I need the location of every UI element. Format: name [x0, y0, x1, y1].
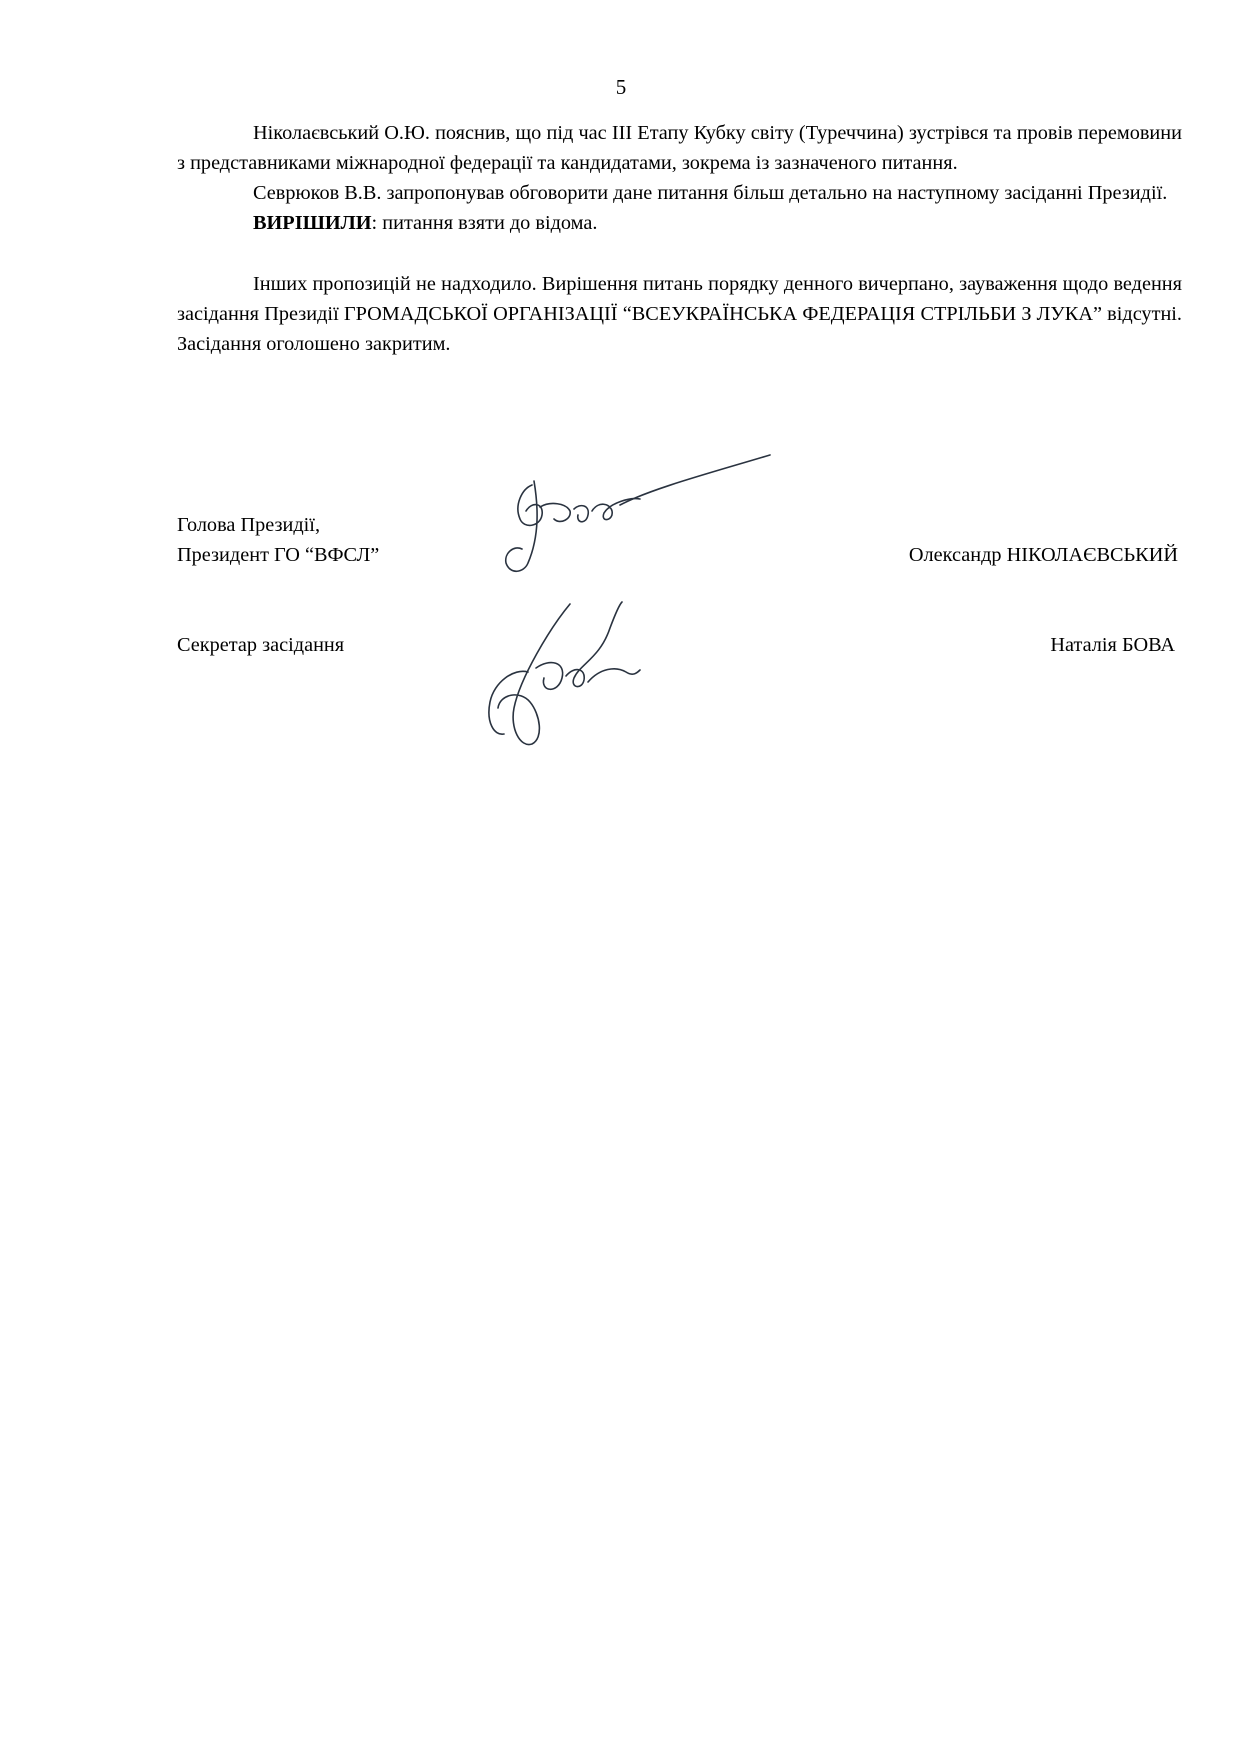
paragraph-proposal: Севрюков В.В. запропонував обговорити дане питання більш детально на наступному засіданні Президії. — [253, 182, 1168, 204]
page-number: 5 — [615, 75, 627, 99]
chair-role-line1: Голова Президії, — [177, 514, 321, 536]
paragraph-explanation: Ніколаєвський О.Ю. пояснив, що під час III Етапу Кубку світу (Туреччина) зустрівся та провів перемовини з представниками міжнародної федерації та кандидатами, зокрема із зазначеного питання. — [177, 122, 1182, 174]
chair-name: Олександр НІКОЛАЄВСЬКИЙ — [908, 544, 1178, 566]
paragraph-closing: Інших пропозицій не надходило. Вирішення питань порядку денного вичерпано, зауваження щодо ведення засідання Президії ГРОМАДСЬКОЇ ОРГАНІЗАЦІЇ “ВСЕУКРАЇНСЬКА ФЕДЕРАЦІЯ СТРІЛЬБИ З ЛУКА” відсутні. Засідання оголошено закритим. — [177, 273, 1182, 355]
chair-role — [177, 510, 379, 570]
chair-signature-image — [470, 445, 780, 585]
paragraph-decision — [177, 208, 1182, 238]
secretary-signature-image — [470, 598, 650, 753]
decision-text: : питання взяти до відома. — [371, 212, 598, 234]
secretary-name: Наталія БОВА — [1050, 634, 1175, 656]
secretary-role: Секретар засідання — [177, 634, 345, 656]
document-body — [177, 118, 1182, 359]
chair-role-line2: Президент ГО “ВФСЛ” — [177, 544, 380, 566]
decision-label: ВИРІШИЛИ — [253, 212, 372, 234]
